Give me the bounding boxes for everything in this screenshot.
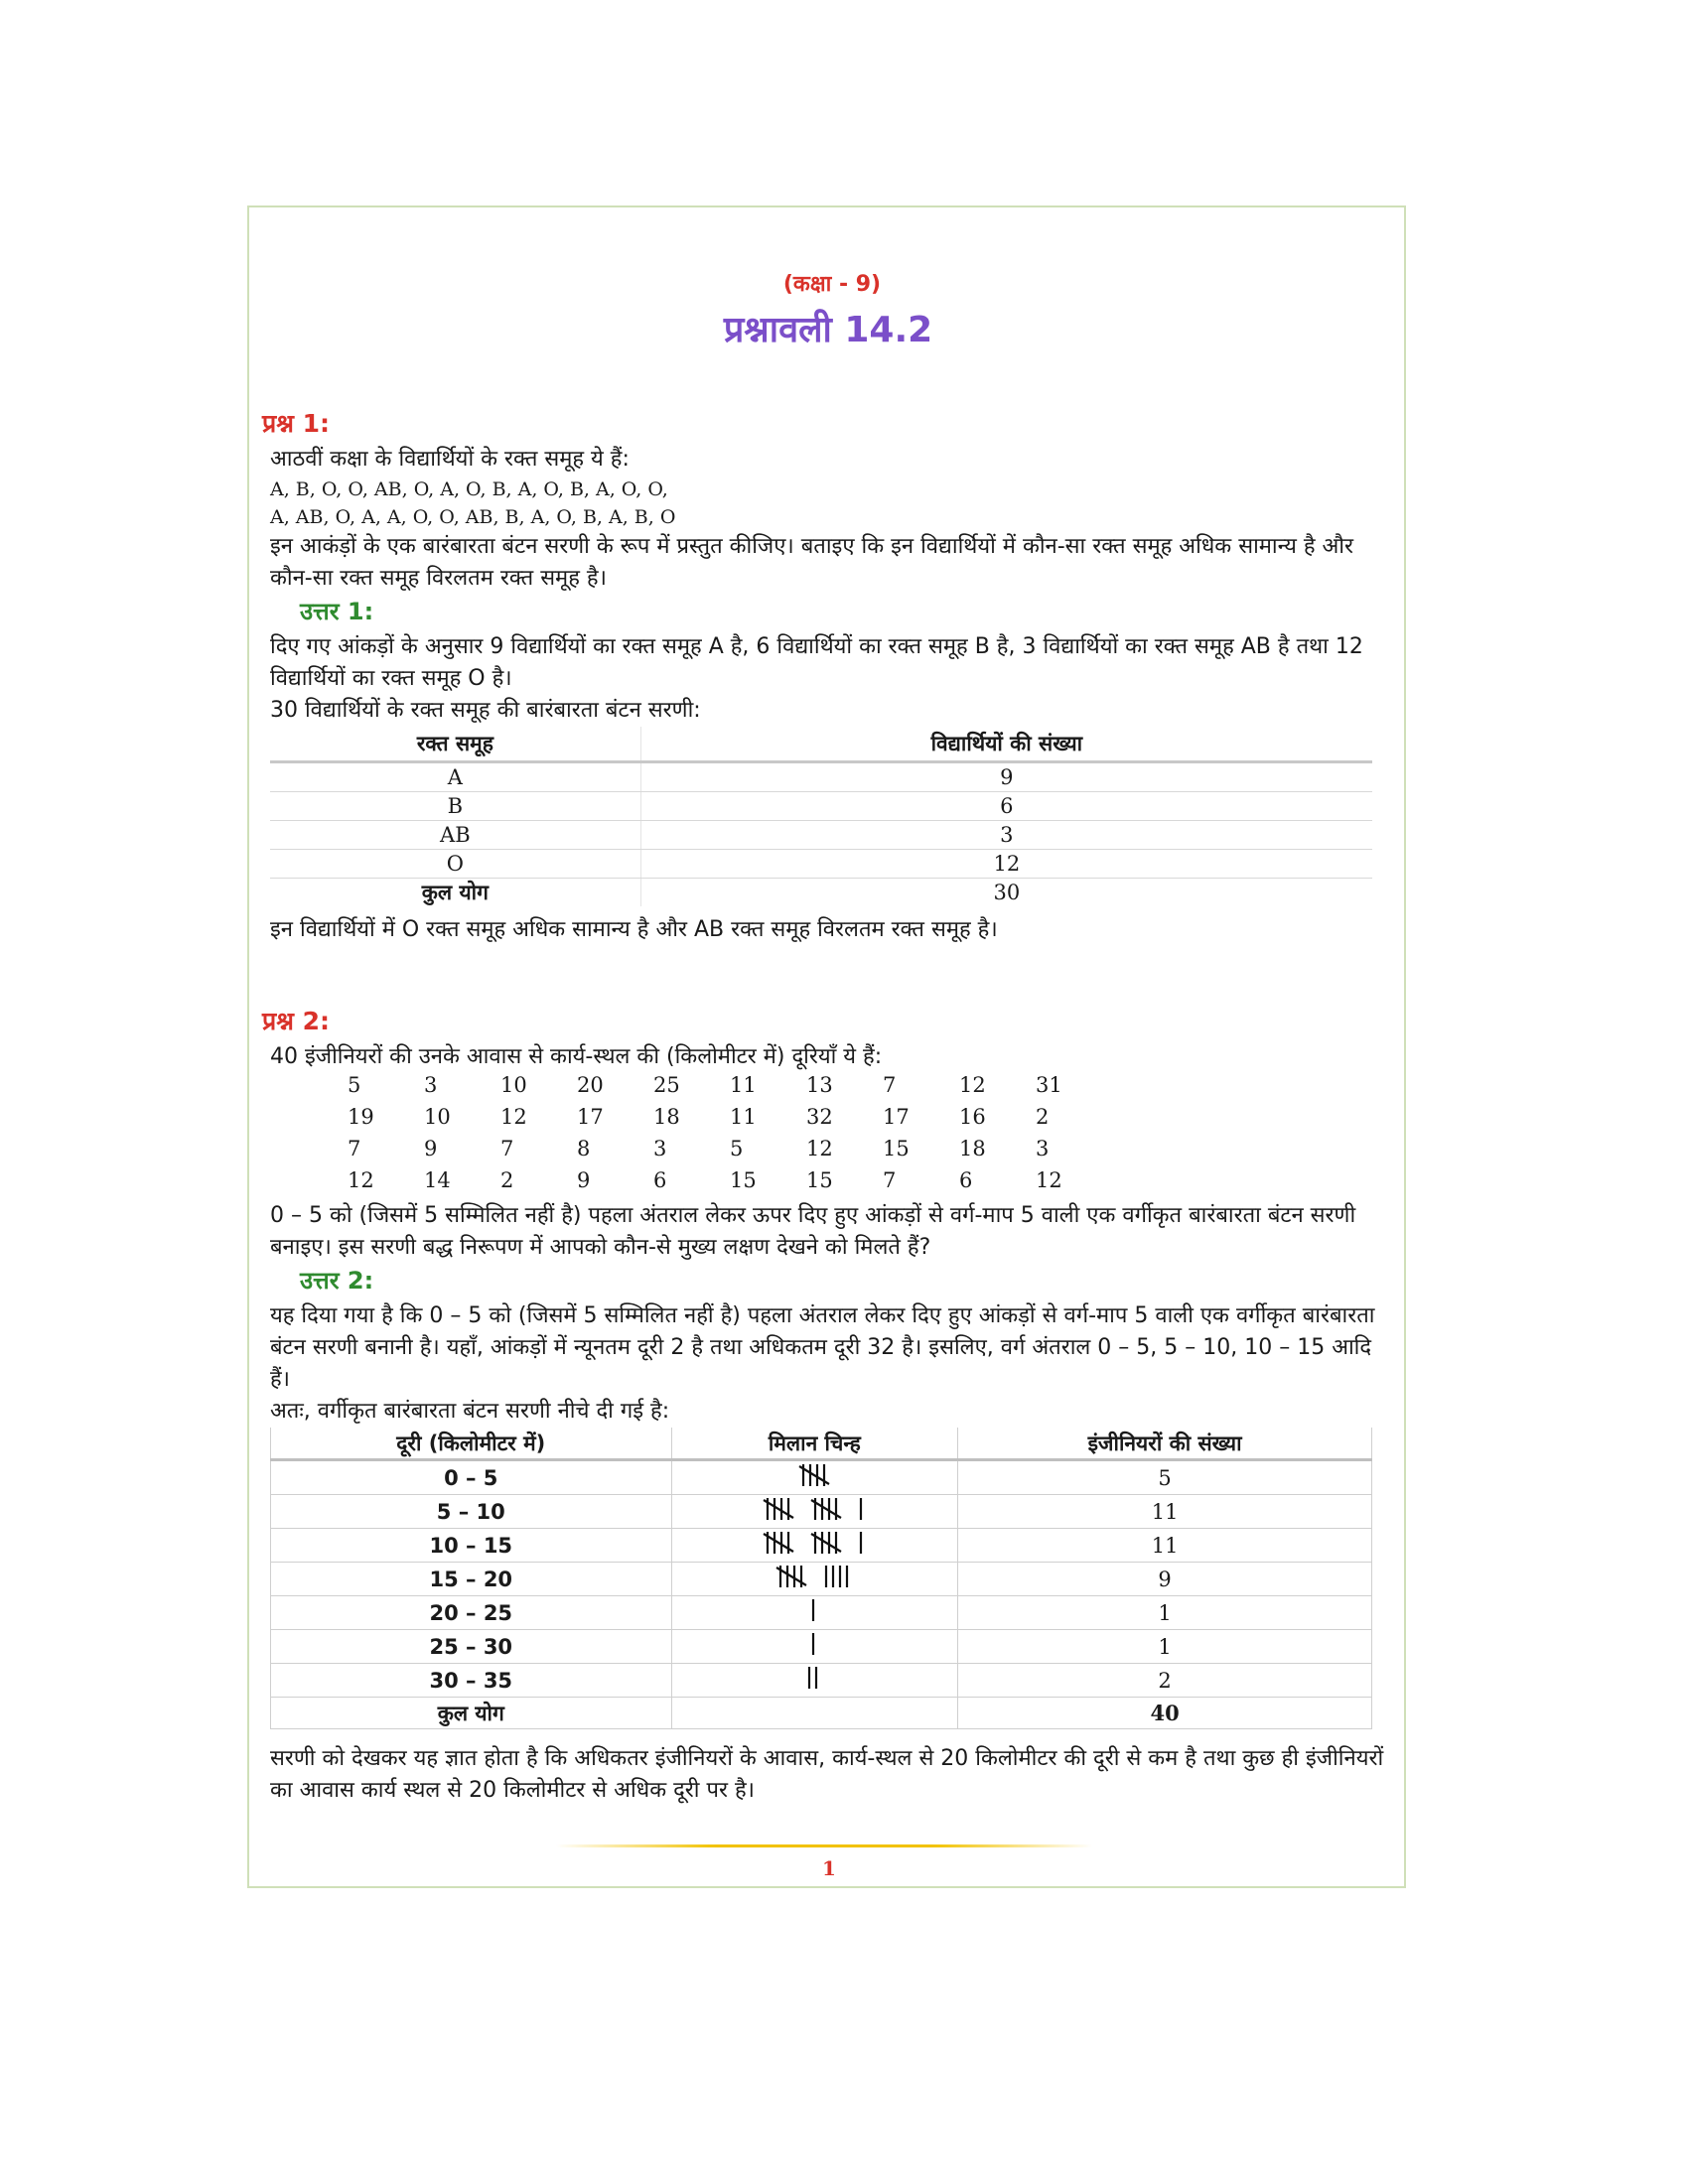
page-number: 1 bbox=[822, 1856, 836, 1880]
data-grid-value: 31 bbox=[1036, 1073, 1062, 1097]
table-row bbox=[270, 792, 1372, 821]
engineer-count-cell: 1 bbox=[958, 1596, 1372, 1630]
table-header: विद्यार्थियों की संख्या bbox=[640, 727, 1372, 762]
distance-range-cell: 5 – 10 bbox=[271, 1495, 672, 1529]
tally-cell bbox=[671, 1460, 958, 1495]
tally-marks bbox=[797, 1461, 831, 1489]
data-grid-value: 17 bbox=[883, 1105, 910, 1129]
distance-range-cell: 20 – 25 bbox=[271, 1596, 672, 1630]
distance-range-cell: 25 – 30 bbox=[271, 1630, 672, 1664]
total-value-cell: 40 bbox=[958, 1698, 1372, 1729]
data-grid-value: 3 bbox=[1036, 1137, 1050, 1160]
question-2-intro: 40 इंजीनियरों की उनके आवास से कार्य-स्थल की (किलोमीटर में) दूरियाँ ये हैं: bbox=[270, 1044, 883, 1069]
student-count-cell: 3 bbox=[640, 821, 1372, 850]
question-2-heading: प्रश्न 2: bbox=[262, 1007, 330, 1035]
tally-group-five bbox=[797, 1461, 831, 1489]
engineer-count-cell: 11 bbox=[958, 1495, 1372, 1529]
student-count-cell: 9 bbox=[640, 762, 1372, 792]
tally-marks bbox=[805, 1664, 823, 1692]
question-1-data-line-2: A, AB, O, A, A, O, O, AB, B, A, O, B, A, B, O bbox=[270, 506, 676, 528]
data-grid-value: 32 bbox=[806, 1105, 833, 1129]
data-grid-value: 11 bbox=[730, 1105, 757, 1129]
data-grid-value: 6 bbox=[653, 1168, 667, 1192]
data-grid-value: 25 bbox=[653, 1073, 680, 1097]
tally-group-five bbox=[762, 1529, 795, 1557]
distance-frequency-table bbox=[270, 1428, 1372, 1729]
data-grid-value: 14 bbox=[424, 1168, 451, 1192]
question-1-intro: आठवीं कक्षा के विद्यार्थियों के रक्त समूह ये हैं: bbox=[270, 447, 630, 472]
distance-range-cell: 0 – 5 bbox=[271, 1460, 672, 1495]
empty-tally-cell bbox=[671, 1698, 958, 1729]
question-1-text: इन आकंड़ों के एक बारंबारता बंटन सरणी के रूप में प्रस्तुत कीजिए। बताइए कि इन विद्यार्थियों में कौन-सा रक्त समूह अधिक सामान्य है और कौन-सा रक्त समूह विरलतम रक्त समूह है। bbox=[270, 534, 1354, 591]
tally-group-five bbox=[774, 1563, 808, 1590]
tally-group-remainder bbox=[857, 1529, 868, 1557]
tally-group-remainder bbox=[822, 1563, 854, 1590]
data-grid-value: 15 bbox=[730, 1168, 757, 1192]
blood-group-cell: AB bbox=[270, 821, 640, 850]
data-grid-value: 7 bbox=[348, 1137, 361, 1160]
engineer-count-cell: 9 bbox=[958, 1563, 1372, 1596]
student-count-cell: 6 bbox=[640, 792, 1372, 821]
blood-group-cell: O bbox=[270, 850, 640, 879]
data-grid-row bbox=[348, 1073, 1386, 1105]
tally-marks bbox=[809, 1630, 820, 1658]
data-grid-value: 12 bbox=[1036, 1168, 1062, 1192]
data-grid-value: 12 bbox=[806, 1137, 833, 1160]
tally-cell bbox=[671, 1529, 958, 1563]
data-grid-value: 13 bbox=[806, 1073, 833, 1097]
engineer-count-cell: 11 bbox=[958, 1529, 1372, 1563]
tally-group-five bbox=[809, 1529, 843, 1557]
tally-cell bbox=[671, 1495, 958, 1529]
data-grid-value: 17 bbox=[577, 1105, 604, 1129]
answer-1-heading: उत्तर 1: bbox=[300, 598, 374, 625]
distance-range-cell: 10 – 15 bbox=[271, 1529, 672, 1563]
table-row bbox=[271, 1529, 1372, 1563]
answer-1-conclusion: इन विद्यार्थियों में O रक्त समूह अधिक सामान्य है और AB रक्त समूह विरलतम रक्त समूह है। bbox=[270, 917, 998, 942]
data-grid-value: 9 bbox=[424, 1137, 438, 1160]
table-row bbox=[271, 1495, 1372, 1529]
table-header: मिलान चिन्ह bbox=[671, 1428, 958, 1460]
data-grid-value: 3 bbox=[424, 1073, 438, 1097]
data-grid-value: 18 bbox=[653, 1105, 680, 1129]
table-row bbox=[271, 1630, 1372, 1664]
data-grid-value: 18 bbox=[959, 1137, 986, 1160]
data-grid-value: 5 bbox=[730, 1137, 744, 1160]
question-1-heading: प्रश्न 1: bbox=[262, 409, 330, 438]
page-content bbox=[262, 268, 1386, 1807]
tally-group-five bbox=[762, 1495, 795, 1523]
data-grid-value: 19 bbox=[348, 1105, 374, 1129]
class-label: (कक्षा - 9) bbox=[782, 272, 882, 297]
answer-2-heading: उत्तर 2: bbox=[300, 1267, 374, 1295]
total-value-cell: 30 bbox=[993, 881, 1021, 904]
answer-2-conclusion: सरणी को देखकर यह ज्ञात होता है कि अधिकतर इंजीनियरों के आवास, कार्य-स्थल से 20 किलोमीटर की दूरी से कम है तथा कुछ ही इंजीनियरों का आवास कार्य स्थल से 20 किलोमीटर से अधिक दूरी पर है। bbox=[270, 1746, 1384, 1803]
data-grid-value: 20 bbox=[577, 1073, 604, 1097]
data-grid-value: 7 bbox=[500, 1137, 514, 1160]
table-row bbox=[271, 1563, 1372, 1596]
total-label-cell: कुल योग bbox=[271, 1698, 672, 1729]
tally-marks bbox=[809, 1596, 820, 1624]
tally-marks bbox=[774, 1563, 854, 1590]
table-row bbox=[271, 1596, 1372, 1630]
data-grid-value: 6 bbox=[959, 1168, 973, 1192]
table-header: इंजीनियरों की संख्या bbox=[958, 1428, 1372, 1460]
data-grid-value: 12 bbox=[500, 1105, 527, 1129]
table-header: दूरी (किलोमीटर में) bbox=[271, 1428, 672, 1460]
data-grid-value: 16 bbox=[959, 1105, 986, 1129]
total-label-cell: कुल योग bbox=[270, 879, 640, 907]
data-grid-value: 7 bbox=[883, 1168, 897, 1192]
data-grid-value: 15 bbox=[806, 1168, 833, 1192]
tally-cell bbox=[671, 1664, 958, 1698]
data-grid-value: 3 bbox=[653, 1137, 667, 1160]
data-grid-value: 11 bbox=[730, 1073, 757, 1097]
engineer-count-cell: 1 bbox=[958, 1630, 1372, 1664]
student-count-cell: 12 bbox=[640, 850, 1372, 879]
tally-cell bbox=[671, 1630, 958, 1664]
exercise-title: प्रश्नावली 14.2 bbox=[723, 310, 933, 350]
answer-1-table-caption: 30 विद्यार्थियों के रक्त समूह की बारंबारता बंटन सरणी: bbox=[270, 698, 701, 723]
engineer-count-cell: 2 bbox=[958, 1664, 1372, 1698]
engineer-count-cell: 5 bbox=[958, 1460, 1372, 1495]
table-row bbox=[270, 821, 1372, 850]
table-row bbox=[270, 762, 1372, 792]
question-1-data-line-1: A, B, O, O, AB, O, A, O, B, A, O, B, A, O, O, bbox=[270, 478, 668, 500]
distance-range-cell: 15 – 20 bbox=[271, 1563, 672, 1596]
data-grid-value: 12 bbox=[348, 1168, 374, 1192]
data-grid-value: 2 bbox=[500, 1168, 514, 1192]
tally-cell bbox=[671, 1596, 958, 1630]
answer-2-text: यह दिया गया है कि 0 – 5 को (जिसमें 5 सम्मिलित नहीं है) पहला अंतराल लेकर दिए हुए आंकड़ों से वर्ग-माप 5 वाली एक वर्गीकृत बारंबारता बंटन सरणी बनानी है। यहाँ, आंकड़ों में न्यूनतम दूरी 2 है तथा अधिकतम दूरी 32 है। इसलिए, वर्ग अंतराल 0 – 5, 5 – 10, 10 – 15 आदि हैं। bbox=[270, 1303, 1375, 1392]
tally-group-remainder bbox=[809, 1630, 820, 1658]
data-grid-value: 9 bbox=[577, 1168, 591, 1192]
tally-marks bbox=[762, 1495, 868, 1523]
blood-group-cell: B bbox=[270, 792, 640, 821]
tally-cell bbox=[671, 1563, 958, 1596]
distance-range-cell: 30 – 35 bbox=[271, 1664, 672, 1698]
data-grid-value: 2 bbox=[1036, 1105, 1050, 1129]
blood-group-cell: A bbox=[270, 762, 640, 792]
blood-group-table bbox=[270, 727, 1372, 906]
table-row bbox=[270, 850, 1372, 879]
tally-group-remainder bbox=[809, 1596, 820, 1624]
table-header: रक्त समूह bbox=[270, 727, 640, 762]
table-row bbox=[271, 1460, 1372, 1495]
question-2-text: 0 – 5 को (जिसमें 5 सम्मिलित नहीं है) पहला अंतराल लेकर ऊपर दिए हुए आंकड़ों से वर्ग-माप 5 वाली एक वर्गीकृत बारंबारता बंटन सरणी बनाइए। इस सरणी बद्ध निरूपण में आपको कौन-से मुख्य लक्षण देखने को मिलते हैं? bbox=[270, 1203, 1356, 1260]
tally-marks bbox=[762, 1529, 868, 1557]
footer-divider bbox=[556, 1844, 1092, 1847]
data-grid-value: 10 bbox=[424, 1105, 451, 1129]
data-grid-row bbox=[348, 1137, 1386, 1168]
answer-1-text: दिए गए आंकड़ों के अनुसार 9 विद्यार्थियों का रक्त समूह A है, 6 विद्यार्थियों का रक्त समूह B है, 3 विद्यार्थियों का रक्त समूह AB है तथा 12 विद्यार्थियों का रक्त समूह O है। bbox=[270, 634, 1363, 691]
data-grid-value: 15 bbox=[883, 1137, 910, 1160]
distance-data-grid bbox=[348, 1073, 1386, 1200]
data-grid-row bbox=[348, 1168, 1386, 1200]
table-total-row bbox=[271, 1698, 1372, 1729]
tally-group-remainder bbox=[857, 1495, 868, 1523]
data-grid-value: 7 bbox=[883, 1073, 897, 1097]
answer-2-table-caption: अतः, वर्गीकृत बारंबारता बंटन सरणी नीचे दी गई है: bbox=[270, 1399, 670, 1424]
data-grid-value: 10 bbox=[500, 1073, 527, 1097]
data-grid-row bbox=[348, 1105, 1386, 1137]
table-total-row bbox=[270, 879, 1372, 907]
data-grid-value: 5 bbox=[348, 1073, 361, 1097]
data-grid-value: 8 bbox=[577, 1137, 591, 1160]
tally-group-five bbox=[809, 1495, 843, 1523]
table-row bbox=[271, 1664, 1372, 1698]
tally-group-remainder bbox=[805, 1664, 823, 1692]
data-grid-value: 12 bbox=[959, 1073, 986, 1097]
